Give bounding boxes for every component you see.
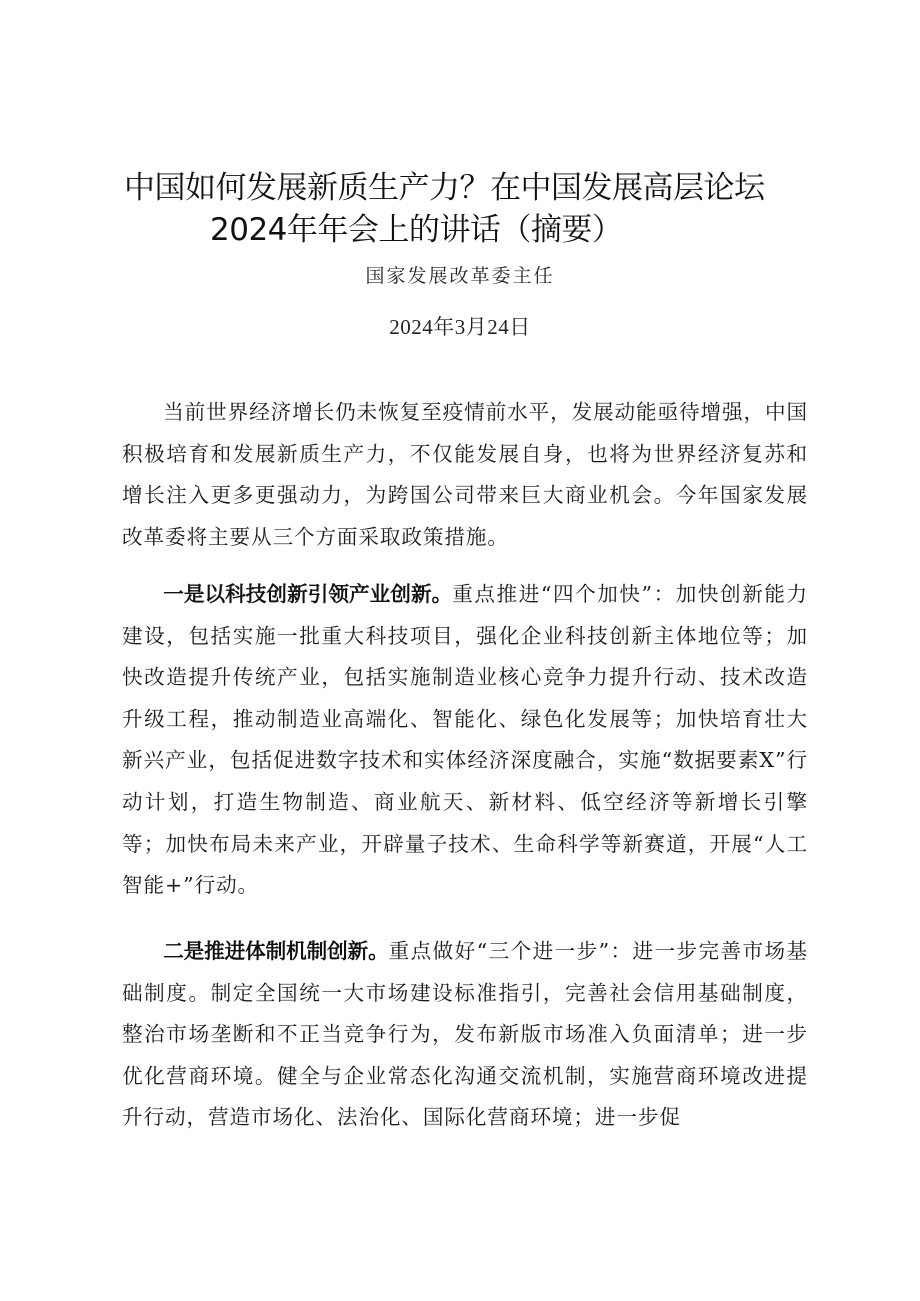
date-line: 2024年3月24日 bbox=[389, 315, 531, 339]
paragraph-institutional-innovation bbox=[122, 931, 808, 1139]
document-title-line-2: 2024年年会上的讲话（摘要） bbox=[210, 212, 623, 248]
paragraph-lead: 一是以科技创新引领产业创新。 bbox=[163, 582, 453, 606]
paragraph-text: 重点做好“三个进一步”：进一步完善市场基础制度。制定全国统一大市场建设标准指引，完善社会信用基础制度，整治市场垄断和不正当竞争行为，发布新版市场准入负面清单；进一步优化营商环境。健全与企业常态化沟通交流机制，实施营商环境改进提升行动，营造市场化、法治化、国际化营商环境；进一步促 bbox=[122, 939, 808, 1130]
paragraph-lead: 二是推进体制机制创新。 bbox=[163, 939, 389, 963]
paragraph-tech-innovation bbox=[122, 574, 808, 907]
paragraph-text: 重点推进“四个加快”：加快创新能力建设，包括实施一批重大科技项目，强化企业科技创新主体地位等；加快改造提升传统产业，包括实施制造业核心竞争力提升行动、技术改造升级工程，推动制造业高端化、智能化、绿色化发展等；加快培育壮大新兴产业，包括促进数字技术和实体经济深度融合，实施“数据要素X”行动计划，打造生物制造、商业航天、新材料、低空经济等新增长引擎等；加快布局未来产业，开辟量子技术、生命科学等新赛道，开展“人工智能+”行动。 bbox=[122, 582, 808, 898]
paragraph-intro bbox=[122, 392, 808, 558]
document-title-line-1: 中国如何发展新质生产力？在中国发展高层论坛 bbox=[124, 170, 765, 206]
author-line: 国家发展改革委主任 bbox=[365, 265, 555, 287]
paragraph-text: 当前世界经济增长仍未恢复至疫情前水平，发展动能亟待增强，中国积极培育和发展新质生产力，不仅能发展自身，也将为世界经济复苏和增长注入更多更强动力，为跨国公司带来巨大商业机会。今年国家发展改革委将主要从三个方面采取政策措施。 bbox=[122, 400, 808, 549]
